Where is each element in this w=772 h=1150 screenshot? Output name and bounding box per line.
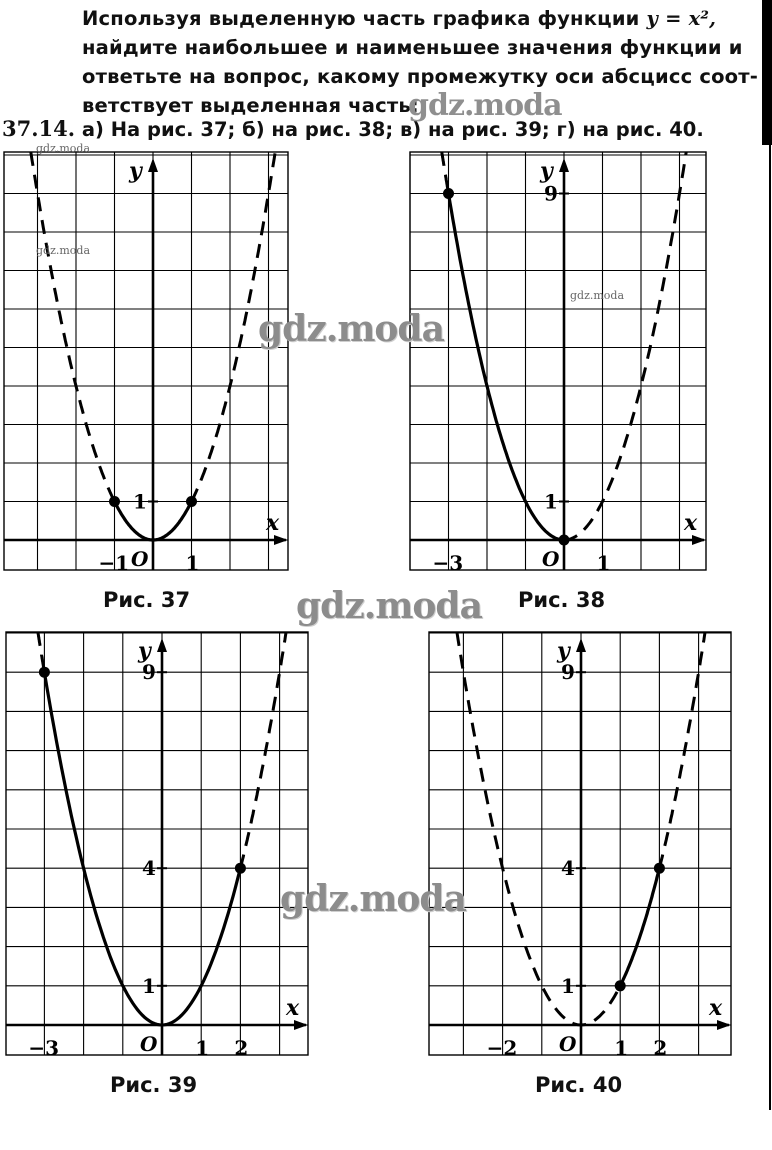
y-axis-arrow [157,638,167,652]
x-tick-label: 2 [653,1036,668,1060]
x-tick-label: 1 [614,1036,629,1060]
highlight-point [559,535,570,546]
figure-40-caption: Рис. 40 [535,1073,623,1097]
y-tick-label: 9 [142,660,156,685]
grid-frame [6,632,308,1055]
y-axis-label: y [138,638,151,664]
x-axis-arrow [717,1020,731,1030]
y-tick-label: 4 [561,856,575,881]
y-axis-label: y [540,158,553,184]
watermark-small-2: gdz.moda [36,244,91,257]
highlight-point [109,496,120,507]
task-text-1: Используя выделенную часть графика функции [82,7,640,30]
figure-38-caption: Рис. 38 [518,588,606,612]
problem-number: 37.14. [2,116,76,141]
figure-39-graph [2,630,320,1070]
x-axis-label: x [286,995,300,1021]
highlight-point [615,980,626,991]
origin-label: O [131,547,149,571]
x-tick-label: −2 [486,1036,518,1060]
x-tick-label: 1 [195,1036,210,1060]
figure-37-graph [0,150,300,580]
parabola-solid-part [620,868,659,986]
watermark-small-3: gdz.moda [570,289,625,302]
highlight-point [654,863,665,874]
watermark-4: gdz.moda [280,878,466,920]
highlight-point [186,496,197,507]
x-tick-label: −3 [432,551,464,575]
y-tick-label: 1 [142,973,156,998]
origin-label: O [559,1032,577,1056]
task-formula: y = x², [646,7,717,30]
parabola-dashed-left [38,632,45,672]
x-tick-label: 2 [234,1036,249,1060]
y-axis-arrow [559,158,569,172]
parabola-dashed-right [564,152,686,540]
x-axis-arrow [294,1020,308,1030]
x-tick-label: 1 [185,551,200,575]
task-line-3: ответьте на вопрос, какому промежутку оси абсцисс соот- [82,65,759,88]
parabola-dashed-left [31,152,115,502]
x-axis-label: x [266,510,280,536]
y-tick-label: 1 [133,489,147,514]
watermark-3: gdz.moda [296,585,482,627]
x-tick-label: −3 [28,1036,60,1060]
problem-text: а) На рис. 37; б) на рис. 38; в) на рис. 39; г) на рис. 40. [81,118,704,141]
y-axis-label: y [557,638,570,664]
page-edge-line [769,145,771,1110]
highlight-point [39,667,50,678]
watermark-small-1: gdz.moda [36,142,91,155]
task-line-2: найдите наибольшее и наименьшее значения функции и [82,36,743,59]
y-axis-arrow [576,638,586,652]
origin-label: O [542,547,560,571]
y-axis-arrow [148,158,158,172]
y-tick-label: 4 [142,856,156,881]
watermark-2: gdz.moda [408,88,562,123]
highlight-point [443,188,454,199]
problem-line [2,116,704,141]
task-line-1 [82,4,742,33]
parabola-dashed-left [442,152,449,194]
y-tick-label: 9 [561,660,575,685]
parabola-solid-part [449,194,565,541]
highlight-point [235,863,246,874]
origin-label: O [140,1032,158,1056]
figure-38-graph [406,150,718,580]
parabola-solid-part [44,672,240,1025]
figure-37-caption: Рис. 37 [103,588,191,612]
task-line-4: ветствует выделенная часть: [82,94,419,117]
x-axis-arrow [692,535,706,545]
watermark-1: gdz.moda [258,308,444,350]
figure-40-graph [425,630,743,1070]
x-axis-arrow [274,535,288,545]
y-tick-label: 9 [544,181,558,206]
x-tick-label: 1 [596,551,611,575]
grid-frame [410,152,706,570]
y-tick-label: 1 [561,973,575,998]
figure-39-caption: Рис. 39 [110,1073,198,1097]
x-axis-label: x [684,510,698,536]
x-tick-label: −1 [98,551,130,575]
y-tick-label: 1 [544,489,558,514]
page-edge-bar [762,0,772,145]
y-axis-label: y [129,158,142,184]
x-axis-label: x [709,995,723,1021]
